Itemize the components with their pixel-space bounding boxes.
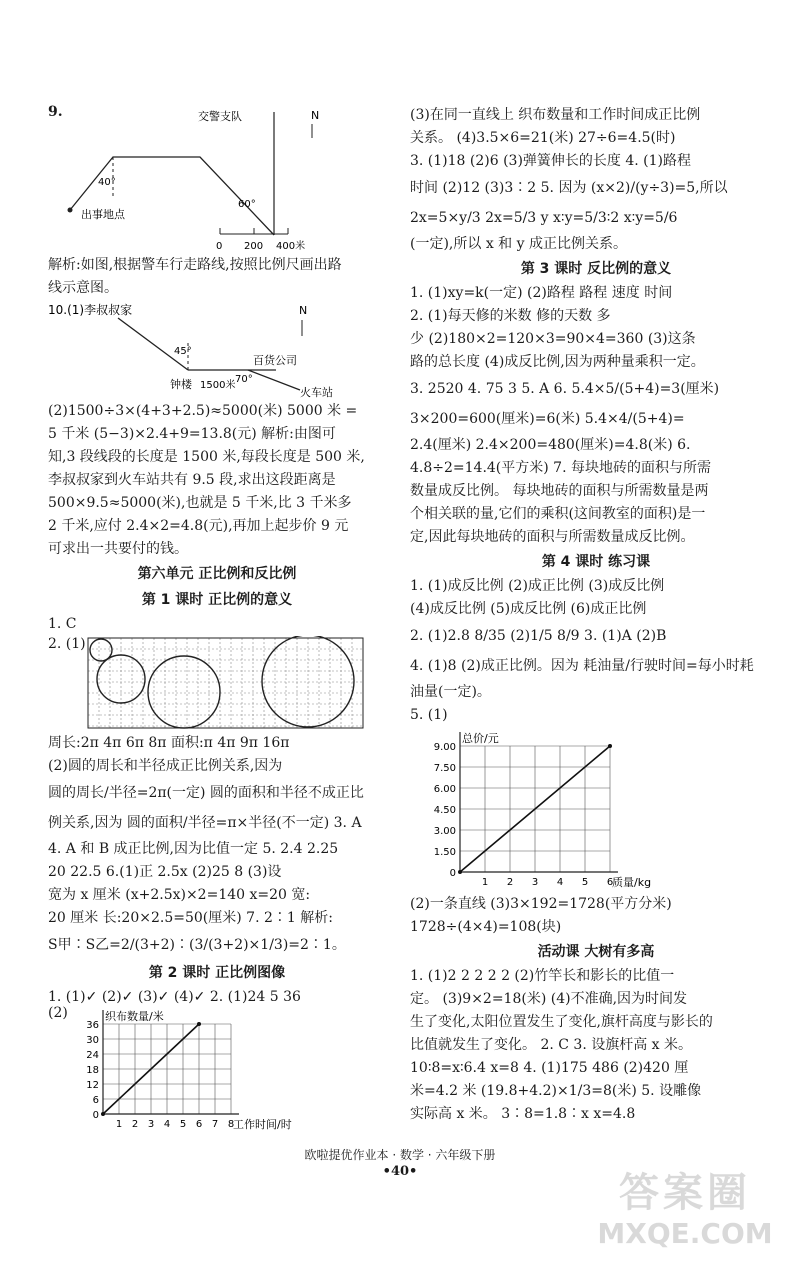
r-text-a4: 时间 (2)12 (3)3∶2 5. 因为 (x×2)/(y÷3)=5,所以 <box>410 180 728 196</box>
l2-answer-line: 1. (1)✓ (2)✓ (3)✓ (4)✓ 2. (1)24 5 36 <box>48 989 301 1005</box>
q10-text-3: 知,3 段线段的长度是 1500 米,每段长度是 500 米, <box>48 449 365 465</box>
r-text-b5: 3. 2520 4. 75 3 5. A 6. 5.4×5/(5+4)=3(厘米) <box>410 381 720 397</box>
cloth-chart-figure <box>48 1005 386 1139</box>
cloth-xtick-7: 8 <box>227 1119 235 1130</box>
cloth-ytick-5: 30 <box>86 1035 99 1046</box>
price-xtick-1: 2 <box>506 877 514 888</box>
l1-text-7: 20 厘米 长:20×2.5=50(厘米) 7. 2∶1 解析: <box>48 910 333 926</box>
q10-label-tower: 钟楼 <box>170 378 192 391</box>
r-text-b6: 3×200=600(厘米)=6(米) 5.4×4/(5+4)= <box>410 411 685 427</box>
cloth-xlabel: 工作时间/时 <box>233 1118 292 1131</box>
r-text-a3: 3. (1)18 (2)6 (3)弹簧伸长的长度 4. (1)路程 <box>410 153 692 169</box>
page-number: •40• <box>382 1164 418 1179</box>
price-ytick-5: 7.50 <box>433 763 456 774</box>
lesson2-title: 第 2 课时 正比例图像 <box>148 965 286 981</box>
q10-route-station <box>248 370 300 390</box>
right-column <box>410 104 782 1126</box>
cloth-ylabel: 织布数量/米 <box>105 1010 164 1023</box>
r-text-e7: 实际高 x 米。 3∶8=1.8∶x x=4.8 <box>410 1106 636 1122</box>
l1-text-3: 例关系,因为 圆的面积/半径=π×半径(不一定) 3. A <box>48 815 362 831</box>
r-text-a1: (3)在同一直线上 织布数量和工作时间成正比例 <box>410 107 701 123</box>
cloth-xtick-4: 5 <box>179 1119 187 1130</box>
circles-figure <box>48 636 386 732</box>
r-text-e1: 1. (1)2 2 2 2 2 (2)竹竿长和影长的比值一 <box>410 968 675 984</box>
lesson1-title: 第 1 课时 正比例的意义 <box>141 592 293 608</box>
l1-answer-2: 2. (1) <box>48 636 86 652</box>
price-ytick-4: 6.00 <box>433 784 456 795</box>
q10-map-figure <box>48 300 386 400</box>
activity-title: 活动课 大树有多高 <box>537 944 655 960</box>
watermark-brand: 答案圈 <box>619 1170 751 1216</box>
watermark-logo <box>590 1169 780 1259</box>
r-text-b10: 个相关联的量,它们的乘积(这间教室的面积)是一 <box>410 506 706 522</box>
cloth-xtick-6: 7 <box>211 1119 219 1130</box>
q9-route-line <box>70 157 274 235</box>
r-text-d1: (2)一条直线 (3)3×192=1728(平方分米) <box>410 896 672 912</box>
r-text-a2: 关系。 (4)3.5×6=21(米) 27÷6=4.5(时) <box>410 130 676 146</box>
l1-text-6: 宽为 x 厘米 (x+2.5x)×2=140 x=20 宽: <box>48 887 311 903</box>
r-text-c4: 4. (1)8 (2)成正比例。因为 耗油量/行驶时间=每小时耗 <box>410 658 754 674</box>
price-ytick-6: 9.00 <box>433 742 456 753</box>
price-ytick-1: 1.50 <box>433 847 456 858</box>
q9-label-top: 交警支队 <box>198 110 242 123</box>
q9-scale-200: 200 <box>244 241 264 252</box>
unit-title: 第六单元 正比例和反比例 <box>137 566 297 582</box>
q10-text-6: 2 千米,应付 2.4×2=4.8(元),再加上起步价 9 元 <box>48 518 349 534</box>
lesson4-title: 第 4 课时 练习课 <box>541 554 651 570</box>
q9-route-map <box>48 104 386 254</box>
cloth-chart <box>48 1009 386 1139</box>
r-text-e6: 米=4.2 米 (19.8+4.2)×1/3=8(米) 5. 设雕像 <box>410 1083 702 1099</box>
r-text-b9: 数量成反比例。 每块地砖的面积与所需数量是两 <box>410 483 709 499</box>
r-text-b1: 1. (1)xy=k(一定) (2)路程 路程 速度 时间 <box>410 285 673 301</box>
q9-label-start: 出事地点 <box>81 208 125 221</box>
r-text-b8: 4.8÷2=14.4(平方米) 7. 每块地砖的面积与所需 <box>410 460 711 476</box>
r-text-b4: 路的总长度 (4)成反比例,因为两种量乘积一定。 <box>410 354 705 370</box>
r-text-a5: 2x=5×y/3 2x=5/3 y x∶y=5/3∶2 x∶y=5/6 <box>410 210 678 226</box>
q9-number: 9. <box>48 104 63 120</box>
r-text-b2: 2. (1)每天修的米数 修的天数 多 <box>410 308 611 324</box>
l1-text-5: 20 22.5 6.(1)正 2.5x (2)25 8 (3)设 <box>48 864 282 880</box>
q10-angle1: 45° <box>174 346 192 357</box>
q10-label-station: 火车站 <box>300 386 333 399</box>
cloth-ytick-2: 12 <box>86 1080 99 1091</box>
r-text-e3: 生了变化,太阳位置发生了变化,旗杆高度与影长的 <box>410 1014 713 1030</box>
r-text-d2: 1728÷(4×4)=108(块) <box>410 919 562 935</box>
price-point-1 <box>608 744 612 748</box>
price-ytick-2: 3.00 <box>433 826 456 837</box>
circles-grid <box>48 636 386 732</box>
lesson3-title: 第 3 课时 反比例的意义 <box>520 261 672 277</box>
price-ytick-0: 0 <box>449 868 456 879</box>
q9-angle1: 40° <box>98 177 116 188</box>
q10-text-4: 李叔叔家到火车站共有 9.5 段,求出这段距离是 <box>48 472 336 488</box>
q10-angle2: 70° <box>235 374 253 385</box>
price-xtick-4: 5 <box>581 877 589 888</box>
q9-start-point <box>68 208 73 213</box>
perimeter-line: 周长:2π 4π 6π 8π 面积:π 4π 9π 16π <box>48 735 290 751</box>
r-text-c2: (4)成反比例 (5)成反比例 (6)成正比例 <box>410 601 647 617</box>
r-text-a6: (一定),所以 x 和 y 成正比例关系。 <box>410 236 627 252</box>
cloth-ytick-4: 24 <box>86 1050 99 1061</box>
r-text-c5: 油量(一定)。 <box>410 684 491 700</box>
price-point-0 <box>458 870 462 874</box>
r-text-b7: 2.4(厘米) 2.4×200=480(厘米)=4.8(米) 6. <box>410 437 691 453</box>
price-xtick-3: 4 <box>556 877 564 888</box>
price-xtick-5: 6 <box>606 877 614 888</box>
left-column <box>48 104 386 1139</box>
q9-text-1: 解析:如图,根据警车行走路线,按照比例尺画出路 <box>48 257 342 273</box>
q10-text-1: (2)1500÷3×(4+3+2.5)≈5000(米) 5000 米 = <box>48 403 358 419</box>
cloth-point-1 <box>197 1022 201 1026</box>
q10-text-5: 500×9.5≈5000(米),也就是 5 千米,比 3 千米多 <box>48 495 352 511</box>
cloth-ytick-0: 0 <box>92 1110 99 1121</box>
price-xlabel: 质量/kg <box>612 876 652 889</box>
q10-text-7: 可求出一共要付的钱。 <box>48 541 188 557</box>
r-text-e5: 10∶8=x∶6.4 x=8 4. (1)175 486 (2)420 厘 <box>410 1060 689 1076</box>
q9-map-figure <box>48 104 386 254</box>
q10-north-label: N <box>299 304 308 317</box>
cloth-ytick-1: 6 <box>92 1095 99 1106</box>
l1-text-1: (2)圆的周长和半径成正比例关系,因为 <box>48 758 283 774</box>
l1-text-2: 圆的周长/半径=2π(一定) 圆的面积和半径不成正比 <box>48 785 364 801</box>
cloth-ytick-6: 36 <box>86 1020 99 1031</box>
q10-route-map <box>48 300 386 400</box>
r-text-b11: 定,因此每块地砖的面积与所需数量成反比例。 <box>410 529 695 545</box>
r-text-e4: 比值就发生了变化。 2. C 3. 设旗杆高 x 米。 <box>410 1037 693 1053</box>
watermark-site: MXQE.COM <box>597 1217 773 1250</box>
price-ytick-3: 4.50 <box>433 805 456 816</box>
cloth-xtick-5: 6 <box>195 1119 203 1130</box>
price-xtick-2: 3 <box>531 877 539 888</box>
r-text-c6: 5. (1) <box>410 707 448 723</box>
q10-label-store: 百货公司 <box>253 354 297 367</box>
price-xtick-0: 1 <box>481 877 489 888</box>
cloth-xtick-2: 3 <box>147 1119 155 1130</box>
l1-answer-1: 1. C <box>48 616 77 632</box>
circle-r4 <box>262 636 354 727</box>
q9-text-2: 线示意图。 <box>48 280 118 296</box>
cloth-xtick-1: 2 <box>131 1119 139 1130</box>
r-text-b3: 少 (2)180×2=120×3=90×4=360 (3)这条 <box>410 331 696 347</box>
grid-border <box>88 638 363 728</box>
r-text-c1: 1. (1)成反比例 (2)成正比例 (3)成反比例 <box>410 578 665 594</box>
price-ylabel: 总价/元 <box>462 732 499 745</box>
q10-text-2: 5 千米 (5−3)×2.4+9=13.8(元) 解析:由图可 <box>48 426 336 442</box>
q10-label-dist: 1500米 <box>200 380 236 391</box>
price-chart-figure <box>410 727 782 893</box>
footer-book-title: 欧啦提优作业本 · 数学 · 六年级下册 <box>304 1148 496 1162</box>
l2-sub-label: (2) <box>48 1005 68 1021</box>
cloth-xtick-3: 4 <box>163 1119 171 1130</box>
q9-north-label: N <box>311 109 320 122</box>
l1-text-8: S甲∶S乙=2/(3+2)∶(3/(3+2)×1/3)=2∶1。 <box>48 937 346 953</box>
price-chart <box>410 727 782 893</box>
l1-text-4: 4. A 和 B 成正比例,因为比值一定 5. 2.4 2.25 <box>48 841 339 857</box>
q9-angle2: 60° <box>238 199 256 210</box>
r-text-c3: 2. (1)2.8 8/35 (2)1/5 8/9 3. (1)A (2)B <box>410 628 667 644</box>
q9-scale-0: 0 <box>216 241 223 252</box>
q9-scale-400: 400米 <box>276 241 306 252</box>
q10-label-start: 10.(1)李叔叔家 <box>48 303 133 317</box>
cloth-xtick-0: 1 <box>115 1119 123 1130</box>
r-text-e2: 定。 (3)9×2=18(米) (4)不准确,因为时间发 <box>410 991 688 1007</box>
cloth-point-0 <box>101 1112 105 1116</box>
cloth-ytick-3: 18 <box>86 1065 99 1076</box>
q10-route-diagonal <box>118 318 188 370</box>
